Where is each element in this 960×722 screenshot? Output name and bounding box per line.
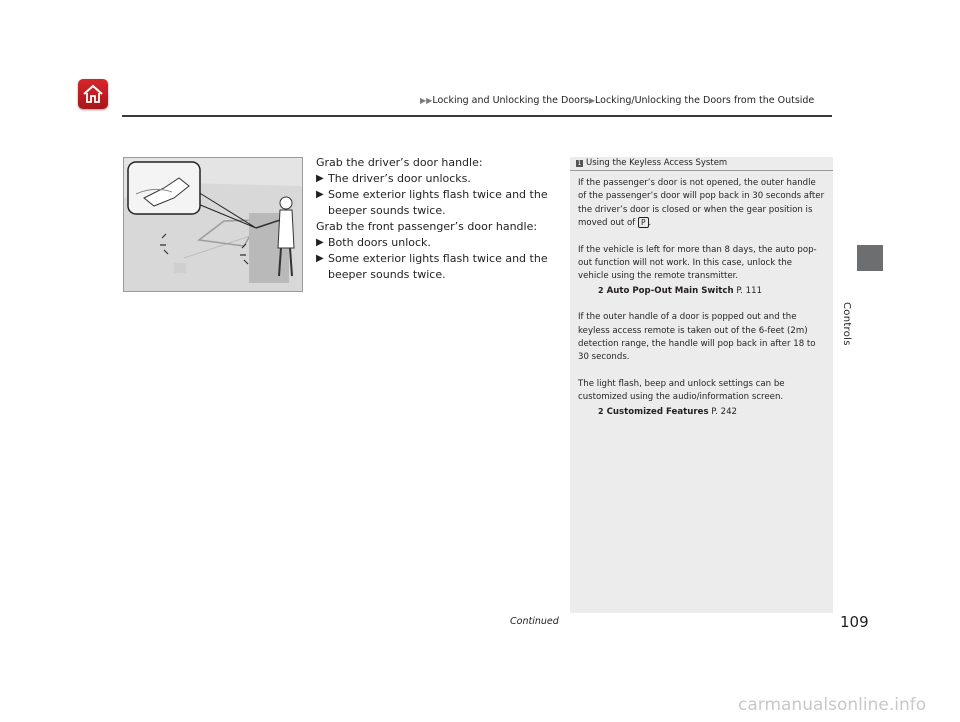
home-button[interactable]	[78, 79, 108, 109]
reference-arrow-icon: 2	[598, 406, 604, 416]
passenger-result-2-cont: beeper sounds twice.	[328, 268, 446, 281]
continued-label: Continued	[510, 616, 559, 627]
side-note	[570, 157, 833, 613]
note-body	[570, 171, 833, 419]
page-number: 109	[840, 613, 869, 631]
result-arrow-icon: ▶	[316, 253, 324, 264]
note-paragraph-4: The light flash, beep and unlock settings can be customized using the audio/information screen. 2 Customized Features P. 242	[578, 378, 825, 419]
driver-result-2-cont: beeper sounds twice.	[328, 204, 446, 217]
note-paragraph-3: If the outer handle of a door is popped out and the keyless access remote is taken out of the 6-feet (2m) detection range, the handle will pop back in after 18 to 30 seconds.	[578, 312, 816, 363]
note-number-icon: 1	[577, 159, 582, 167]
driver-heading: Grab the driver’s door handle:	[316, 156, 483, 169]
result-arrow-icon: ▶	[316, 237, 324, 248]
breadcrumb-section[interactable]: Locking and Unlocking the Doors	[432, 95, 589, 106]
gear-p-icon: P	[638, 217, 649, 228]
door-handle-illustration	[123, 157, 303, 292]
ref-customized-features-link[interactable]: 2 Customized Features P. 242	[598, 406, 738, 417]
reference-arrow-icon: 2	[598, 285, 604, 295]
ref-auto-popout-link[interactable]: 2 Auto Pop-Out Main Switch P. 111	[598, 285, 763, 296]
note-heading	[570, 157, 833, 171]
driver-result-2: ▶ Some exterior lights flash twice and the	[316, 188, 548, 201]
breadcrumb-separator: ▶	[588, 96, 596, 105]
breadcrumb	[420, 95, 814, 106]
passenger-result-2: ▶ Some exterior lights flash twice and the	[316, 252, 548, 265]
section-tab-label: Controls	[841, 302, 852, 346]
driver-result-1: ▶ The driver’s door unlocks.	[316, 172, 471, 185]
passenger-result-1: ▶ Both doors unlock.	[316, 236, 431, 249]
result-arrow-icon: ▶	[316, 173, 324, 184]
instructions	[316, 155, 566, 283]
breadcrumb-arrows: ▶▶	[420, 96, 433, 105]
passenger-heading: Grab the front passenger’s door handle:	[316, 220, 538, 233]
breadcrumb-page: Locking/Unlocking the Doors from the Outside	[595, 95, 815, 106]
note-paragraph-2: If the vehicle is left for more than 8 days, the auto pop-out function will not work. In this case, unlock the vehicle using the remote transmitter. 2 Auto Pop-Out Main Switch P. 111	[578, 244, 825, 299]
note-paragraph-1: If the passenger’s door is not opened, the outer handle of the passenger’s door will pop back in 30 seconds after the driver’s door is closed or when the gear position is moved out of P .	[578, 178, 825, 229]
watermark: carmanualsonline.info	[738, 695, 927, 715]
home-icon	[82, 84, 104, 104]
header-rule	[122, 115, 832, 117]
section-tab-marker[interactable]	[857, 245, 883, 271]
result-arrow-icon: ▶	[316, 189, 324, 200]
note-title: Using the Keyless Access System	[586, 158, 728, 168]
